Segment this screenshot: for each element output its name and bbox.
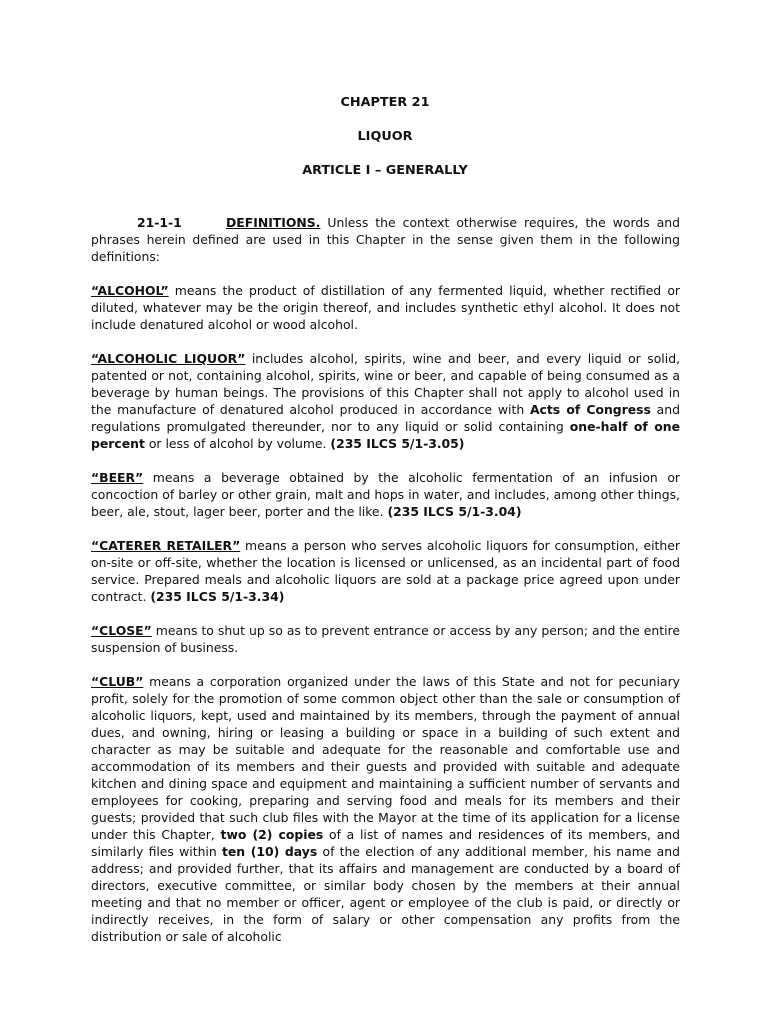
chapter-heading: CHAPTER 21 (340, 95, 430, 110)
definition-text: means a beverage obtained by the alcoholic fermentation of an infusion or concoction of barley or other grain, malt and hops in water, and includes, among other things, beer, ale, stout, lager beer, porter and the like. (91, 470, 680, 519)
definition-text: means a person who serves alcoholic liquors for consumption, either on-site or off-site, whether the location is licensed or unlicensed, as an incidental part of food service. Prepared meals and alcoholic liquors are sold at a package price agreed upon under contract. (91, 538, 680, 604)
statute-citation: (235 ILCS 5/1-3.34) (150, 589, 285, 604)
term-close: “CLOSE” (91, 623, 152, 638)
definition-text: means the product of distillation of any fermented liquid, whether rectified or diluted, whatever may be the origin thereof, and includes synthetic ethyl alcohol. It does not include denatured alcohol or wood alcohol. (91, 283, 680, 332)
definition-alcoholic-liquor (91, 350, 680, 452)
section-title: DEFINITIONS. (226, 215, 321, 230)
term-club: “CLUB” (91, 674, 144, 689)
term-beer: “BEER” (91, 470, 144, 485)
statute-citation: (235 ILCS 5/1-3.04) (387, 504, 522, 519)
article-heading: ARTICLE I – GENERALLY (302, 163, 468, 178)
definition-text: and regulations promulgated thereunder, nor to any liquid or solid containing (91, 402, 680, 434)
term-alcoholic-liquor: “ALCOHOLIC LIQUOR” (91, 351, 246, 366)
definition-text: of the election of any additional member, his name and address; and provided further, that its affairs and management are conducted by a board of directors, executive committee, or similar body chosen by the members at their annual meeting and that no member or officer, agent or employee of the club is paid, or directly or indirectly receives, in the form of salary or other compensation any profits from the distribution or sale of alcoholic (91, 844, 680, 944)
definition-text: includes alcohol, spirits, wine and beer, and every liquid or solid, patented or not, containing alcohol, spirits, wine or beer, and capable of being consumed as a beverage by human beings. The provisions of this Chapter shall not apply to alcohol used in the manufacture of denatured alcohol produced in accordance with (91, 351, 680, 417)
subject-heading: LIQUOR (357, 129, 413, 144)
statute-citation: (235 ILCS 5/1-3.05) (330, 436, 465, 451)
definition-text: or less of alcohol by volume. (144, 436, 331, 451)
definition-beer (91, 469, 680, 520)
emphasis-text: ten (10) days (221, 844, 318, 859)
emphasis-text: two (2) copies (220, 827, 324, 842)
definition-text: means a corporation organized under the laws of this State and not for pecuniary profit, solely for the promotion of some common object other than the sale or consumption of alcoholic liquors, kept, used and maintained by its members, through the payment of annual dues, and owning, hiring or leasing a building or space in a building of such extent and character as may be suitable and adequate for the reasonable and comfortable use and accommodation of its members and their guests and provided with suitable and adequate kitchen and dining space and equipment and maintaining a sufficient number of servants and employees for cooking, preparing and serving food and meals for its members and their guests; provided that such club files with the Mayor at the time of its application for a license under this Chapter, (91, 674, 680, 842)
definition-text: means to shut up so as to prevent entrance or access by any person; and the entire suspension of business. (91, 623, 680, 655)
term-caterer-retailer: “CATERER RETAILER” (91, 538, 241, 553)
definition-text: of a list of names and residences of its members, and similarly files within (91, 827, 681, 859)
definition-club (91, 673, 680, 945)
term-alcohol: “ALCOHOL” (91, 283, 169, 298)
definition-close (91, 622, 680, 656)
definition-alcohol (91, 282, 680, 333)
emphasis-text: Acts of Congress (529, 402, 651, 417)
emphasis-text: one-half of one percent (91, 419, 681, 451)
document-body (91, 214, 680, 962)
definition-caterer-retailer (91, 537, 680, 605)
section-intro-text: Unless the context otherwise requires, the words and phrases herein defined are used in this Chapter in the sense given them in the following definitions: (91, 215, 680, 264)
section-intro (91, 214, 680, 265)
section-number: 21-1-1 (137, 215, 182, 230)
